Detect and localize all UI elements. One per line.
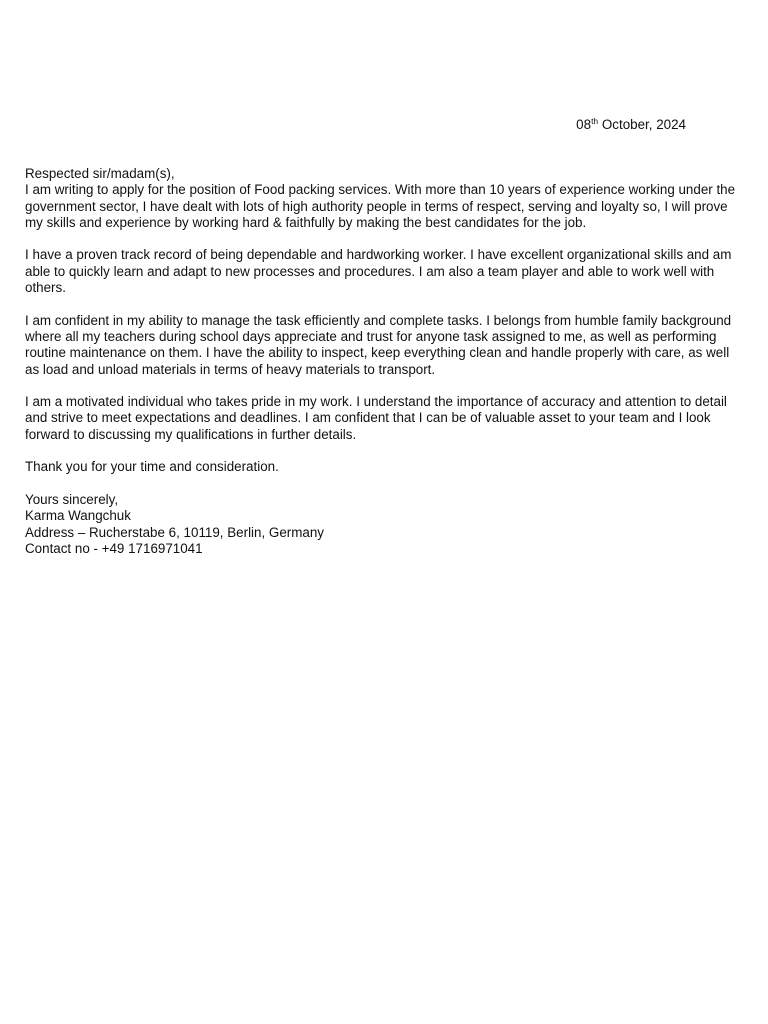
sender-address: Address – Rucherstabe 6, 10119, Berlin, Germany bbox=[25, 524, 324, 540]
paragraph-intro: I am writing to apply for the position of Food packing services. With more than 10 years of experience working under the government sector, I have dealt with lots of high authority people in terms of respect, serving and loyalty so, I will prove my skills and experience by working hard & faithfully by making the best candidates for the job. bbox=[25, 182, 736, 230]
paragraph-confidence: I am confident in my ability to manage the task efficiently and complete tasks. I belongs from humble family background where all my teachers during school days appreciate and trust for anyone task assigned to me, as well as performing routine maintenance on them. I have the ability to inspect, keep everything clean and handle properly with care, as well as load and unload materials in terms of heavy materials to transport. bbox=[25, 312, 732, 377]
paragraph-motivation: I am a motivated individual who takes pride in my work. I understand the importance of accuracy and attention to detail and strive to meet expectations and deadlines. I am confident that I can be of valuable asset to your team and I look forward to discussing my qualifications in further details. bbox=[25, 394, 727, 442]
letter-body bbox=[25, 166, 743, 557]
date-suffix: th bbox=[591, 116, 599, 126]
salutation: Respected sir/madam(s), bbox=[25, 166, 175, 181]
paragraph-track-record: I have a proven track record of being dependable and hardworking worker. I have excellent organizational skills and am able to quickly learn and adapt to new processes and procedures. I am also a team player and able to work well with others. bbox=[25, 247, 732, 296]
sender-contact: Contact no - +49 1716971041 bbox=[25, 540, 203, 556]
closing: Yours sincerely, bbox=[25, 491, 119, 507]
paragraph-thanks: Thank you for your time and consideration. bbox=[25, 459, 279, 475]
date-month-year: October, 2024 bbox=[598, 117, 686, 132]
sender-name: Karma Wangchuk bbox=[25, 508, 131, 524]
signature-block bbox=[25, 492, 743, 557]
letter-date bbox=[576, 116, 686, 134]
date-day: 08 bbox=[576, 117, 592, 132]
